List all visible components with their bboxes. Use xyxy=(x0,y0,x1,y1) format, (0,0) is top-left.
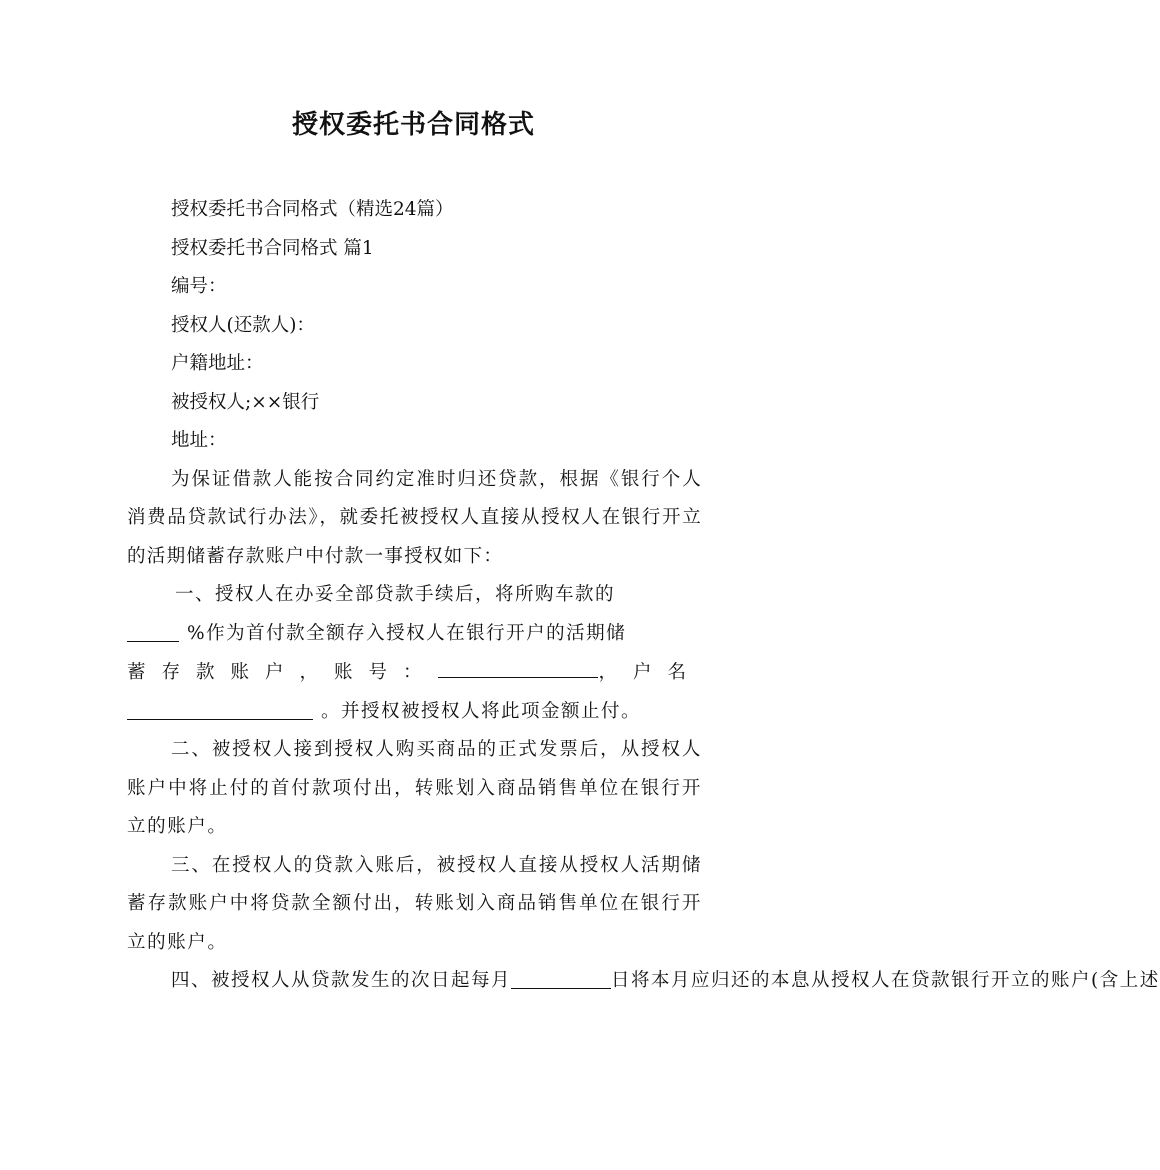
residence-field-label: 户籍地址： xyxy=(171,353,264,374)
intro-paragraph: 为保证借款人能按合同约定准时归还贷款，根据《银行个人消费品贷款试行办法》，就委托被授权人直接从授权人在银行开立的活期储蓄存款账户中付款一事授权如下： xyxy=(127,468,702,567)
clause1-text-3b: ，户名 xyxy=(598,662,702,683)
clause1-line4 xyxy=(127,693,702,732)
document-body xyxy=(127,191,1160,1001)
clause1-line1 xyxy=(127,576,702,615)
clause1-line2 xyxy=(127,615,702,654)
grantee-field-label: 被授权人;××银行 xyxy=(171,391,320,413)
day-blank xyxy=(511,964,611,989)
clause1-text-1: 一、授权人在办妥全部贷款手续后，将所购车款的 xyxy=(175,584,616,605)
clause1-line3 xyxy=(127,653,702,693)
grantor-field-label: 授权人(还款人)： xyxy=(171,314,315,336)
clause4-text-1: 四、被授权人从贷款发生的次日起每月 xyxy=(171,970,512,991)
section-heading: 授权委托书合同格式 篇1 xyxy=(171,237,374,259)
clause2-paragraph: 二、被授权人接到授权人购买商品的正式发票后，从授权人账户中将止付的首付款项付出，转账划入商品销售单位在银行开立的账户。 xyxy=(127,739,702,837)
address-field-label: 地址： xyxy=(171,430,227,451)
percentage-blank xyxy=(127,617,179,642)
account-number-blank xyxy=(438,653,599,678)
clause3-paragraph: 三、在授权人的贷款入账后，被授权人直接从授权人活期储蓄存款账户中将贷款全额付出，转账划入商品销售单位在银行开立的账户。 xyxy=(127,854,702,953)
account-name-blank xyxy=(127,695,313,720)
clause1-text-4: 。并授权被授权人将此项金额止付。 xyxy=(321,700,642,722)
document-title: 授权委托书合同格式 xyxy=(291,110,535,140)
number-field-label: 编号： xyxy=(171,276,227,297)
clause4-line1 xyxy=(127,962,1160,1001)
clause1-text-2: %作为首付款全额存入授权人在银行开户的活期储 xyxy=(187,622,627,644)
intro-line: 授权委托书合同格式（精选24篇） xyxy=(171,199,454,220)
clause4-text-2: 日将本月应归还的本息从授权人在贷款银行开立的账户(含上述 xyxy=(611,970,1160,991)
clause1-text-3a: 蓄存款账户，账号： xyxy=(127,662,438,683)
